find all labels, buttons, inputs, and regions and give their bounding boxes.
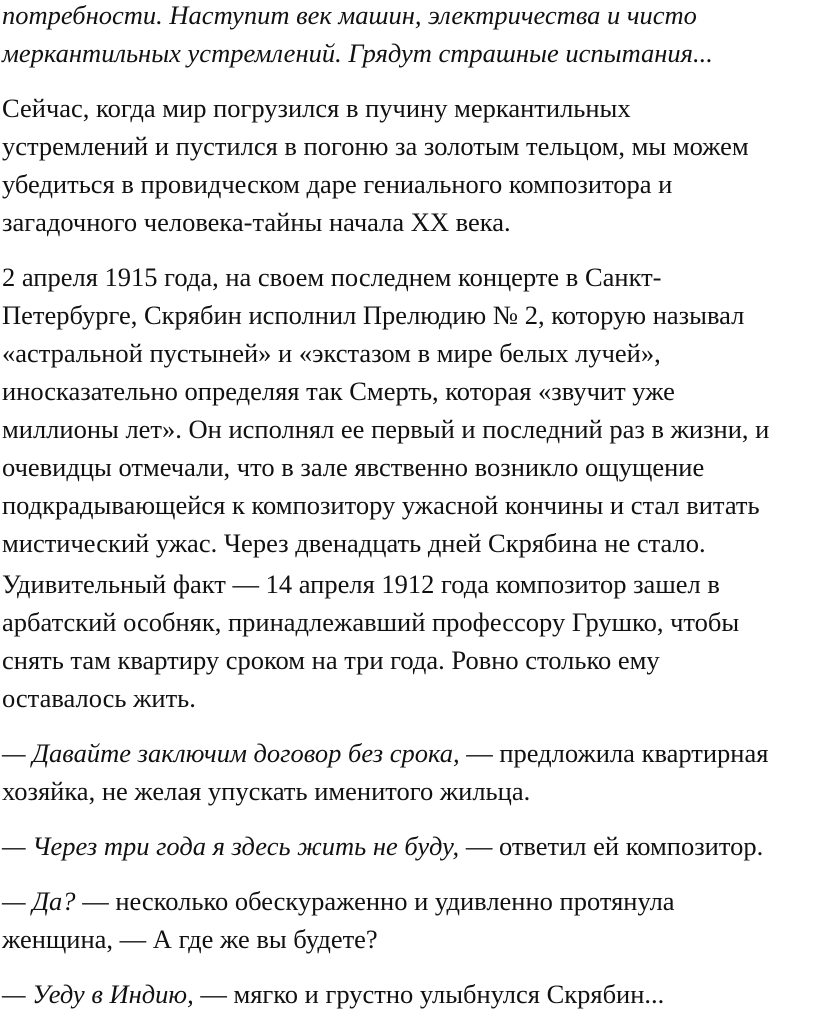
italic-text-run: — Через три года я здесь жить не буду, (2, 831, 460, 861)
text-run: устремлений и пустился в погоню за золотым тельцом, мы можем (2, 131, 749, 161)
text-run: — мягко и грустно улыбнулся Скрябин... (193, 979, 665, 1009)
text-run: оставалось жить. (2, 683, 196, 713)
text-run: «астральной пустыней» и «экстазом в мире белых лучей», (2, 338, 661, 368)
text-line (2, 448, 814, 486)
text-run: иносказательно определяя так Смерть, которая «звучит уже (2, 376, 675, 406)
text-run: хозяйка, не желая упускать именитого жильца. (2, 776, 531, 806)
dialogue-composer-india (2, 975, 814, 1013)
text-line (2, 0, 814, 34)
dialogue-landlady-question (2, 882, 814, 958)
text-run: — предложила квартирная (459, 738, 769, 768)
text-run: снять там квартиру сроком на три года. Ровно столько ему (2, 645, 660, 675)
italic-text-run: меркантильных устремлений. Грядут страшные испытания... (2, 38, 713, 68)
text-run: Удивительный факт — 14 апреля 1912 года композитор зашел в (2, 569, 720, 599)
text-run: мистический ужас. Через двенадцать дней Скрябина не стало. (2, 528, 706, 558)
dialogue-landlady-offer (2, 734, 814, 810)
text-run: Петербурге, Скрябин исполнил Прелюдию № 2, которую называл (2, 300, 745, 330)
text-run: арбатский особняк, принадлежавший профессору Грушко, чтобы (2, 607, 740, 637)
text-run: очевидцы отмечали, что в зале явственно возникло ощущение (2, 452, 705, 482)
text-line (2, 524, 814, 562)
text-line (2, 203, 814, 241)
paragraph-arbat-mansion (2, 565, 814, 717)
text-line (2, 827, 814, 865)
text-line (2, 410, 814, 448)
paragraph-last-concert (2, 258, 814, 562)
italic-text-run: потребности. Наступит век машин, электричества и чисто (2, 0, 697, 30)
text-line (2, 372, 814, 410)
text-line (2, 258, 814, 296)
italic-text-run: — Давайте заключим договор без срока, (2, 738, 460, 768)
paragraph-mercantile-world (2, 89, 814, 241)
paragraph-quote-ending (2, 0, 814, 72)
text-run: 2 апреля 1915 года, на своем последнем концерте в Санкт- (2, 262, 662, 292)
text-line (2, 486, 814, 524)
text-line (2, 975, 814, 1013)
dialogue-composer-reply (2, 827, 814, 865)
text-run: убедиться в провидческом даре гениального композитора и (2, 169, 673, 199)
text-line (2, 296, 814, 334)
text-run: подкрадывающейся к композитору ужасной кончины и стал витать (2, 490, 760, 520)
text-line (2, 679, 814, 717)
italic-text-run: — Уеду в Индию, (2, 979, 194, 1009)
text-run: Сейчас, когда мир погрузился в пучину меркантильных (2, 93, 631, 123)
text-run: — несколько обескураженно и удивленно протянула (75, 886, 675, 916)
text-line (2, 882, 814, 920)
text-line (2, 127, 814, 165)
italic-text-run: — Да? (2, 886, 76, 916)
text-run: — ответил ей композитор. (459, 831, 764, 861)
text-line (2, 34, 814, 72)
text-line (2, 334, 814, 372)
text-line (2, 772, 814, 810)
text-line (2, 734, 814, 772)
text-line (2, 641, 814, 679)
text-run: миллионы лет». Он исполнял ее первый и последний раз в жизни, и (2, 414, 770, 444)
text-line (2, 165, 814, 203)
text-line (2, 920, 814, 958)
text-line (2, 603, 814, 641)
text-line (2, 89, 814, 127)
text-run: загадочного человека-тайны начала XX века. (2, 207, 511, 237)
text-run: женщина, — А где же вы будете? (2, 924, 378, 954)
text-line (2, 565, 814, 603)
